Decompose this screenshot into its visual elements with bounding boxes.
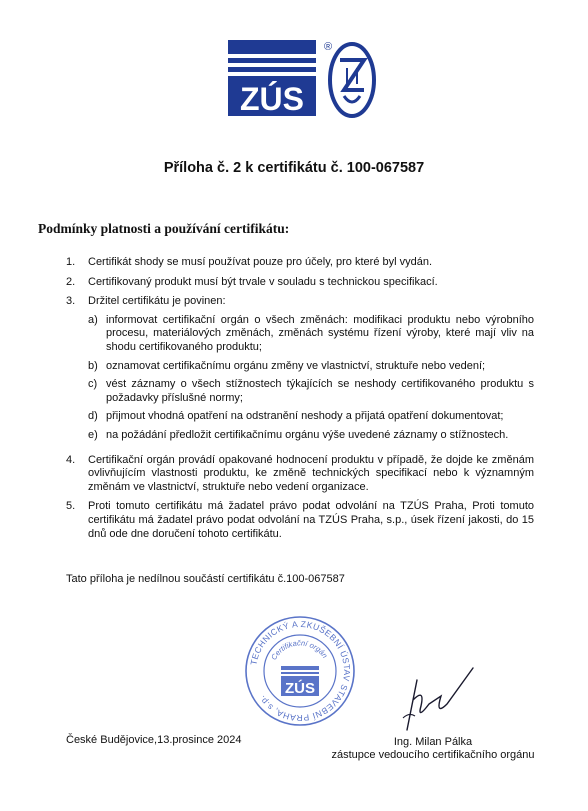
condition-text: Proti tomuto certifikátu má žadatel právo podat odvolání na TZÚS Praha, Proti tomuto certifikátu má žadatel právo podat odvolání na TZÚS Praha, s.p., úsek řízení jakosti, do 15 dnů ode dne doručení tohoto certifikátu.: [88, 500, 534, 540]
condition-item: [66, 454, 534, 495]
obligation-letter: b): [88, 359, 98, 372]
conditions-list: [66, 256, 534, 547]
page-title: Příloha č. 2 k certifikátu č. 100-067587: [163, 160, 425, 176]
place-and-date: České Budějovice,13.prosince 2024: [66, 734, 242, 746]
official-stamp: [243, 614, 357, 728]
conditions-heading: Podmínky platnosti a používání certifikátu:: [38, 221, 290, 236]
obligation-item: [88, 360, 534, 374]
condition-number: 2.: [66, 275, 76, 288]
signer-role: zástupce vedoucího certifikačního orgánu: [331, 749, 535, 761]
stamp-ring-text: TECHNICKÝ A ZKUŠEBNÍ ÚSTAV STAVEBNÍ PRAHA, s.p.: [248, 618, 353, 724]
obligation-text: vést záznamy o všech stížnostech týkajících se neshody certifikovaného produktu s požadavky příslušné normy;: [106, 378, 534, 404]
condition-number: 4.: [66, 453, 76, 466]
stamp-graphic: [243, 614, 357, 728]
obligation-item: [88, 314, 534, 355]
obligation-text: oznamovat certifikačnímu orgánu změny ve vlastnictví, struktuře nebo vedení;: [106, 359, 486, 372]
condition-item: [66, 295, 534, 447]
condition-text: Držitel certifikátu je povinen:: [88, 295, 226, 308]
stamp-logo-icon: [281, 666, 319, 697]
condition-text: Certifikovaný produkt musí být trvale v souladu s technickou specifikací.: [88, 275, 438, 288]
tzus-logo: [228, 38, 378, 118]
obligation-letter: d): [88, 410, 98, 423]
obligation-item: [88, 410, 534, 424]
obligations-list: [88, 314, 534, 443]
condition-item: [66, 276, 534, 290]
condition-number: 3.: [66, 295, 76, 308]
condition-text: Certifikační orgán provádí opakované hodnocení produktu v případě, že dojde ke změnám ovlivňujícím vlastnosti produktu, ke změně technických specifikací nebo k významným změnám ve vlastnictví, struktuře nebo vedení organizace.: [88, 453, 534, 493]
condition-number: 5.: [66, 500, 76, 513]
logo-text: ZÚS: [240, 81, 304, 117]
obligation-letter: c): [88, 378, 98, 391]
signer-block: [328, 736, 538, 762]
signer-name: Ing. Milan Pálka: [393, 736, 473, 748]
obligation-text: informovat certifikační orgán o všech změnách: modifikaci produktu nebo výrobního procesu, materiálových změnách, změnách systému řízení výroby, které mají vliv na shodu certifikovaného produktu;: [106, 313, 534, 353]
condition-number: 1.: [66, 256, 76, 268]
obligation-text: přijmout vhodná opatření na odstranění neshody a přijatá opatření dokumentovat;: [106, 410, 504, 423]
obligation-text: na požádání předložit certifikačnímu orgánu výše uvedené záznamy o stížnostech.: [106, 428, 509, 441]
tzus-logo-graphic: [228, 38, 378, 118]
obligation-item: [88, 378, 534, 405]
appendix-note: Tato příloha je nedílnou součástí certifikátu č.100-067587: [66, 573, 345, 585]
obligation-letter: a): [88, 313, 98, 326]
condition-item: [66, 256, 534, 270]
condition-text: Certifikát shody se musí používat pouze pro účely, pro které byl vydán.: [88, 256, 433, 268]
obligation-letter: e): [88, 428, 98, 441]
handwritten-signature: [395, 660, 485, 740]
signature-graphic: [395, 660, 485, 740]
registered-mark: ®: [324, 41, 333, 53]
obligation-item: [88, 429, 534, 443]
stamp-logo-text: ZÚS: [285, 680, 315, 697]
stamp-inner-text: Certifikační orgán: [269, 638, 330, 662]
tzus-emblem-icon: [330, 44, 374, 116]
condition-item: [66, 500, 534, 541]
